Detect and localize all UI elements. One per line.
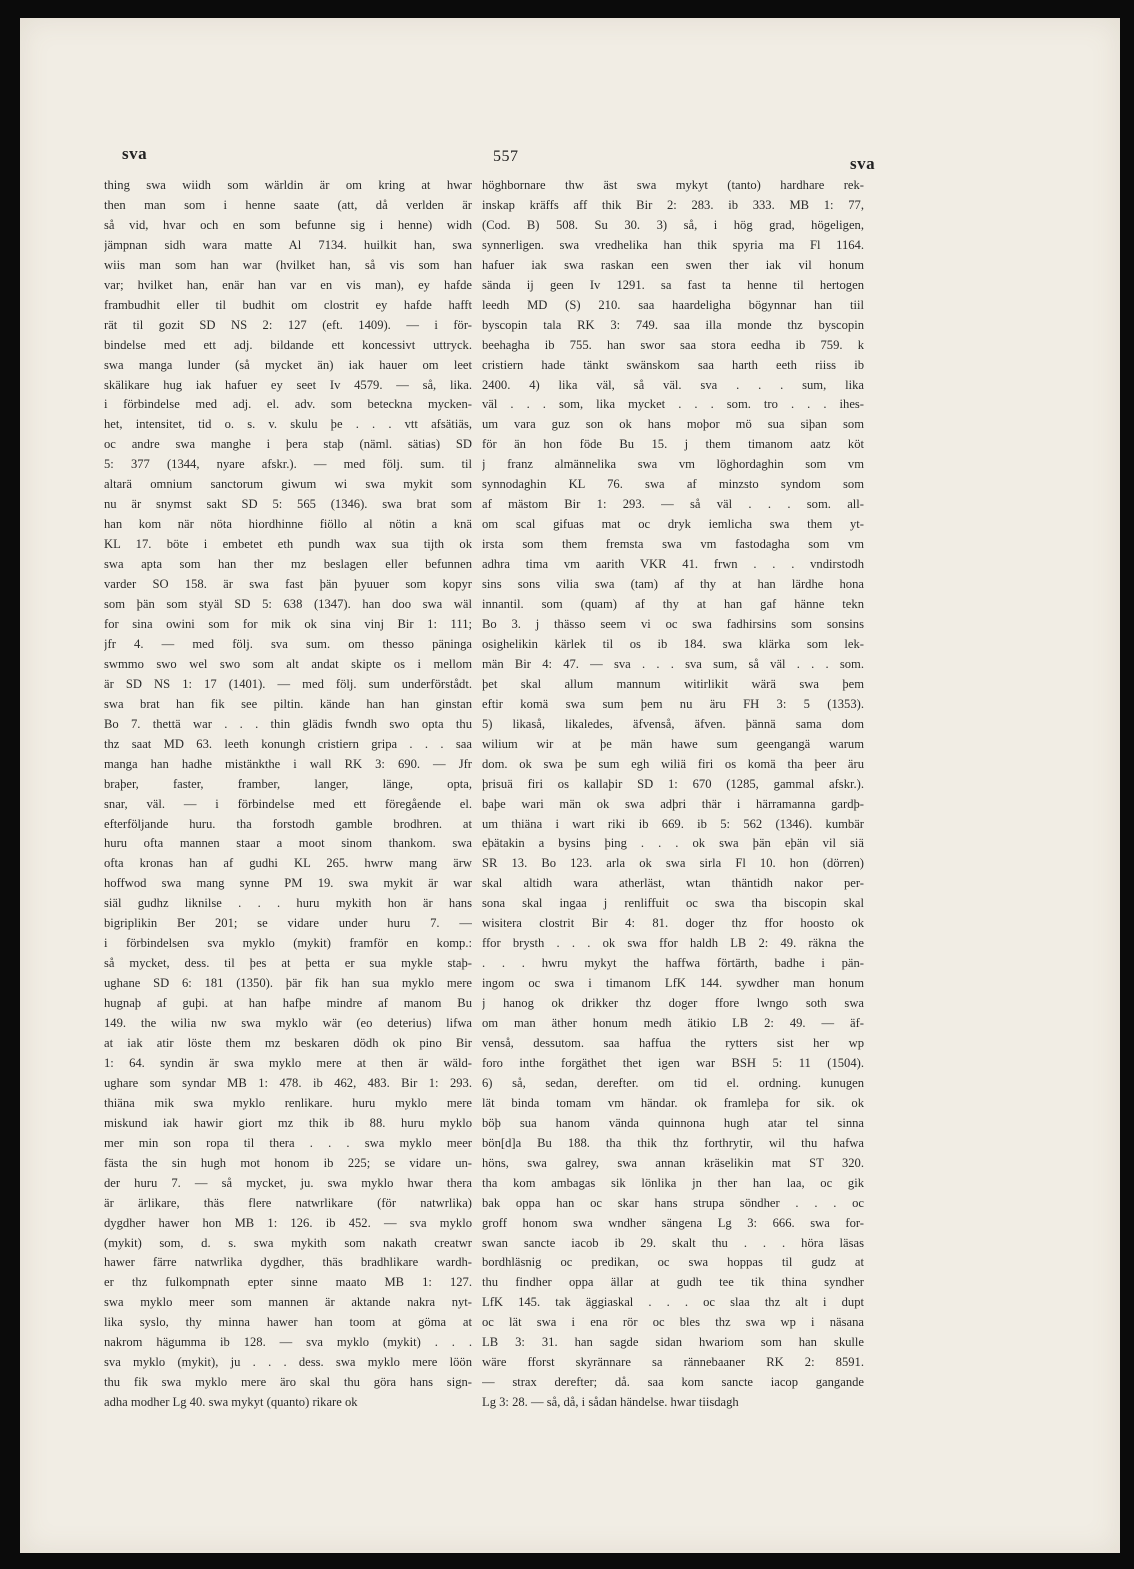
text-line: hawer färre natwrlika dygdher, thäs bradhlikare wardh-: [104, 1255, 472, 1270]
text-line: lät binda tomam vm händar. ok framleþa for sik. ok: [482, 1095, 864, 1110]
text-line: efterföljande huru. tha forstodh gamble brodhren. at: [104, 816, 472, 831]
text-line: LfK 145. tak äggiaskal . . . oc slaa thz alt i dupt: [482, 1295, 864, 1310]
text-line: fästa the sin hugh mot honom ib 225; se vidare un-: [104, 1155, 472, 1170]
text-line: synnerligen. swa vredhelika han thik spyria ma Fl 1164.: [482, 237, 864, 252]
text-line: ffor brysth . . . ok swa ffor haldh LB 2: 49. räkna the: [482, 936, 864, 951]
right-text-column: [482, 176, 864, 1413]
text-line: bak oppa han oc skar hans strupa söndher . . . oc: [482, 1195, 864, 1210]
text-line: i förbindelsen sva myklo (mykit) framför en komp.:: [104, 936, 472, 951]
text-line: beehagha ib 755. han swor saa stora eedha ib 759. k: [482, 337, 864, 352]
text-line: j hanog ok drikker thz doger ffore lwngo soth swa: [482, 996, 864, 1011]
text-line: swa brat han fik see piltin. kände han han ginstan: [104, 696, 472, 711]
text-line: bigriplikin Ber 201; se vidare under huru 7. —: [104, 916, 472, 931]
text-line: inskap kräffs aff thik Bir 2: 283. ib 333. MB 1: 77,: [482, 197, 864, 212]
text-line: hoffwod swa mang synne PM 19. swa mykit är war: [104, 876, 472, 891]
text-line: väl . . . som, lika mycket . . . som. tro . . . ihes-: [482, 397, 864, 412]
text-line: eþätakin a bysins þing . . . ok swa þän eþän vil siä: [482, 836, 864, 851]
text-line: för än hon föde Bu 15. j them timanom aatz köt: [482, 437, 864, 452]
text-line: osighelikin kärlek til os ib 184. swa klärka som lek-: [482, 636, 864, 651]
text-line: — strax derefter; då. saa kom sancte iacop gangande: [482, 1375, 864, 1390]
running-head-right: sva: [850, 154, 876, 173]
text-line: thu fik swa myklo mere äro skal thu göra hans sign-: [104, 1375, 472, 1390]
text-line: ughane SD 6: 181 (1350). þär fik han sua myklo mere: [104, 976, 472, 991]
text-line: dom. ok swa þe sum egh wiliä firi os komä tha þeer äru: [482, 756, 864, 771]
text-line: adhra tima vm aarith VKR 41. frwn . . . vndirstodh: [482, 557, 864, 572]
text-line: 5: 377 (1344, nyare afskr.). — med följ. sum. til: [104, 457, 472, 472]
text-line: der huru 7. — så mycket, ju. swa myklo hwar thera: [104, 1175, 472, 1190]
text-line: thing swa wiidh som wärldin är om kring at hwar: [104, 178, 472, 192]
left-text-column: [104, 176, 472, 1413]
text-line: om scal gifuas mat oc dryk iemlicha swa them yt-: [482, 517, 864, 532]
text-line: braþer, faster, framber, langer, länge, opta,: [104, 776, 472, 791]
text-line: j franz almännelika swa vm löghordaghin som vm: [482, 457, 864, 472]
text-line: böþ sua hanom vända quinnona hugh atar tel sinna: [482, 1115, 864, 1130]
text-line: bordhläsnig oc predikan, oc swa hoppas til gudz at: [482, 1255, 864, 1270]
text-line: siäl gudhz liknilse . . . huru mykith hon är hans: [104, 896, 472, 911]
text-line: swa manga lunder (så mycket än) iak hauer om leet: [104, 357, 472, 372]
text-line: miskund iak hawir giort mz thik ib 88. huru myklo: [104, 1115, 472, 1130]
text-line: swmmo swo wel swo som alt andat skipte os i mellom: [104, 656, 472, 671]
text-line: venså, dessutom. saa haffua the rytters sist her wp: [482, 1035, 864, 1050]
text-line: sända ij geen Iv 1291. sa fast ta henne til hertogen: [482, 277, 864, 292]
text-line: thz saat MD 63. leeth konungh cristiern gripa . . . saa: [104, 736, 472, 751]
text-line: så vid, hvar och en som befunne sig i henne) widh: [104, 217, 472, 232]
text-line: mer min son ropa til thera . . . swa myklo meer: [104, 1135, 472, 1150]
text-line: ugharе som syndar MB 1: 478. ib 462, 483. Bir 1: 293.: [104, 1075, 472, 1090]
text-line: LB 3: 31. han sagde sidan hwariom som han skulle: [482, 1335, 864, 1350]
text-line: (mykit) som, d. s. swa mykith som nakath creatwr: [104, 1235, 472, 1250]
text-line: bindelse med ett adj. bildande ett koncessivt uttryck.: [104, 337, 472, 352]
text-line: ofta kronas han af gudhi KL 265. hwrw mang ärw: [104, 856, 472, 871]
text-line: . . . hwru mykyt the haffwa förtärth, badhe i pän-: [482, 956, 864, 971]
text-line: manga han hadhe mistänkthe i wall RK 3: 690. — Jfr: [104, 756, 472, 771]
text-line: wilium wir at þe män hawe sum geengangä warum: [482, 736, 864, 751]
text-line: cristiern hade tänkt swänskom saa harth eeth riiss ib: [482, 357, 864, 372]
text-line: nakrom hägumma ib 128. — sva myklo (mykit) . . .: [104, 1335, 472, 1350]
text-line: 1: 64. syndin är swa myklo mere at then är wäld-: [104, 1055, 472, 1070]
text-line: skälikare hug iak hafuer ey seet Iv 4579. — så, lika.: [104, 377, 472, 392]
text-line: 149. the wilia nw swa myklo wär (eo deterius) lifwa: [104, 1016, 472, 1031]
text-line: 2400. 4) lika väl, så väl. sva . . . sum, lika: [482, 377, 864, 392]
text-line: af mästom Bir 1: 293. — så väl . . . som. all-: [482, 497, 864, 512]
text-line: then man som i henne saate (att, då verlden är: [104, 197, 472, 212]
text-line: frambudhit eller til budhit om clostrit ey hafde hafft: [104, 297, 472, 312]
text-line: 5) likaså, likaledes, äfvenså, äfven. þännä sama dom: [482, 716, 864, 731]
text-line: foro inthe forgäthet thet igen war BSH 5: 11 (1504).: [482, 1055, 864, 1070]
text-line: är SD NS 1: 17 (1401). — med följ. sum underförstådt.: [104, 676, 472, 691]
text-line: altarä omnium sanctorum giwum wi swa mykit som: [104, 477, 472, 492]
text-line: SR 13. Bo 123. arla ok swa sirla Fl 10. hon (dörren): [482, 856, 864, 871]
text-line: är ärlikare, thäs flere natwrlikare (för natwrlika): [104, 1195, 472, 1210]
text-line: swan sancte iacob ib 29. skalt thu . . . höra läsas: [482, 1235, 864, 1250]
text-line: 6) så, sedan, derefter. om tid el. ordning. kunugen: [482, 1075, 864, 1090]
text-line: tha kom ambagas sik lönlika jn ther han laa, oc gik: [482, 1175, 864, 1190]
dictionary-page: [20, 18, 1120, 1553]
text-line: byscopin tala RK 3: 749. saa illa monde thz byscopin: [482, 317, 864, 332]
text-line: skal altidh wara atherläst, wtan thäntidh nakor per-: [482, 876, 864, 891]
text-line: sins sons vilia swa (tam) af thy at han lärdhe hona: [482, 577, 864, 592]
text-line: het, intensitet, tid o. s. v. skulu þe . . . vtt afsätiäs,: [104, 417, 472, 432]
page-number: 557: [493, 148, 519, 165]
text-line: oc lät swa i ena rör oc bles thz swa wp i näsana: [482, 1315, 864, 1330]
text-line: Bo 7. thettä war . . . thin glädis fwndh swo opta thu: [104, 716, 472, 731]
text-line: bön[d]a Bu 188. tha thik thz forthrytir, wil thu hafwa: [482, 1135, 864, 1150]
text-line: irsta som them fremsta swa vm fastodagha som vm: [482, 537, 864, 552]
text-line: hugnaþ af guþi. at han hafþe mindre af manom Bu: [104, 996, 472, 1011]
text-line: synnodaghin KL 76. swa af minzsto syndom som: [482, 477, 864, 492]
text-line: sva myklo (mykit), ju . . . dess. swa myklo mere löön: [104, 1355, 472, 1370]
text-line: sona skal ingaa j renliffuit oc swa tha biscopin skal: [482, 896, 864, 911]
text-line: män Bir 4: 47. — sva . . . sva sum, så väl . . . som.: [482, 656, 864, 671]
text-line: þet skal allum mannum witirlikit wärä swa þem: [482, 676, 864, 691]
text-line: eftir komä swa sum þem nu äru FH 3: 5 (1353).: [482, 696, 864, 711]
text-line: Lg 3: 28. — så, då, i sådan händelse. hwar tiisdagh: [482, 1395, 739, 1410]
text-line: lika syslo, thy minna hawer han toom at göma at: [104, 1315, 472, 1330]
text-line: som þän som styäl SD 5: 638 (1347). han doo swa wäl: [104, 597, 472, 612]
text-line: um thiäna i wart riki ib 669. ib 5: 562 (1346). kumbär: [482, 816, 864, 831]
text-line: Bo 3. j thässo seem vi oc swa fadhirsins som sonsins: [482, 616, 864, 631]
text-line: dygdher hawer hon MB 1: 126. ib 452. — sva myklo: [104, 1215, 472, 1230]
text-line: nu är snymst sakt SD 5: 565 (1346). swa brat som: [104, 497, 472, 512]
text-line: om man äther honum medh ätikio LB 2: 49. — äf-: [482, 1016, 864, 1031]
text-line: wisitera clostrit Bir 4: 81. doger thz ffor hoosto ok: [482, 916, 864, 931]
text-line: hafuer iak swa raskan een swen ther iak vil honum: [482, 257, 864, 272]
text-line: swa apta som han ther mz beslagen eller befunnen: [104, 557, 472, 572]
text-line: var; hvilket han, enär han var en vis man), ey hafde: [104, 277, 472, 292]
text-line: varder SO 158. är swa fast þän þyuuer som kopyr: [104, 577, 472, 592]
text-line: han kom när nöta hiordhinne fiöllo al nötin a knä: [104, 517, 472, 532]
text-line: jämpnan sidh wara matte Al 7134. huilkit han, swa: [104, 237, 472, 252]
text-line: baþe wari män ok swa adþri thär i härramanna gardþ-: [482, 796, 864, 811]
text-line: snar, väl. — i förbindelse med ett föregående el.: [104, 796, 472, 811]
text-line: rät til gozit SD NS 2: 127 (eft. 1409). — i för-: [104, 317, 472, 332]
text-line: thu findher oppa ällar at gudh tee tik thina syndher: [482, 1275, 864, 1290]
text-line: KL 17. böte i embetet eth pundh wax sua tijth ok: [104, 537, 472, 552]
text-line: groff honom swa wndher sängena Lg 3: 666. swa for-: [482, 1215, 864, 1230]
text-line: wiis man som han war (hvilket han, så vis som han: [104, 257, 472, 272]
text-line: þrisuä firi os kallaþir SD 1: 670 (1285, gammal afskr.).: [482, 776, 864, 791]
text-line: i förbindelse med adj. el. adv. som betecknа mycken-: [104, 397, 472, 412]
text-line: thiäna mik swa myklo renlikare. huru myklo mere: [104, 1095, 472, 1110]
text-line: ingom oc swa i timanom LfK 144. sywdher man honum: [482, 976, 864, 991]
text-line: er thz fulkompnath epter sinne maato MB 1: 127.: [104, 1275, 472, 1290]
text-line: for sina owini som for mik ok sina vinj Bir 1: 111;: [104, 616, 472, 631]
text-line: swa myklo meer som mannen är aktande nakra nyt-: [104, 1295, 472, 1310]
text-line: leedh MD (S) 210. saa haardeligha bögynnar han tiil: [482, 297, 864, 312]
text-line: at iak atir löste them mz beskaren dödh ok pino Bir: [104, 1035, 472, 1050]
text-line: um vara guz son ok hans moþor mö sua siþan som: [482, 417, 864, 432]
text-line: höghbornare thw äst swa mykyt (tanto) hardhare rek-: [482, 178, 864, 192]
text-line: höns, swa galrey, swa annan kräselikin mat ST 320.: [482, 1155, 864, 1170]
text-line: huru ofta mannen staar a moot sinom thankom. swa: [104, 836, 472, 851]
text-line: oc andre swa manghe i þera staþ (näml. sätias) SD: [104, 437, 472, 452]
text-line: wäre fforst skyrännare sa rännebaaner RK 2: 8591.: [482, 1355, 864, 1370]
text-line: (Cod. B) 508. Su 30. 3) så, i hög grad, högeligen,: [482, 217, 864, 232]
running-head-left: sva: [122, 144, 148, 163]
text-line: innantil. som (quam) af thy at han gaf hänne tekn: [482, 597, 864, 612]
text-line: så mycket, dess. til þes at þetta er sua mykle staþ-: [104, 956, 472, 971]
text-line: adha modher Lg 40. swa mykyt (quanto) rikare ok: [104, 1395, 358, 1410]
text-line: jfr 4. — med följ. sva sum. om thesso päninga: [104, 636, 472, 651]
